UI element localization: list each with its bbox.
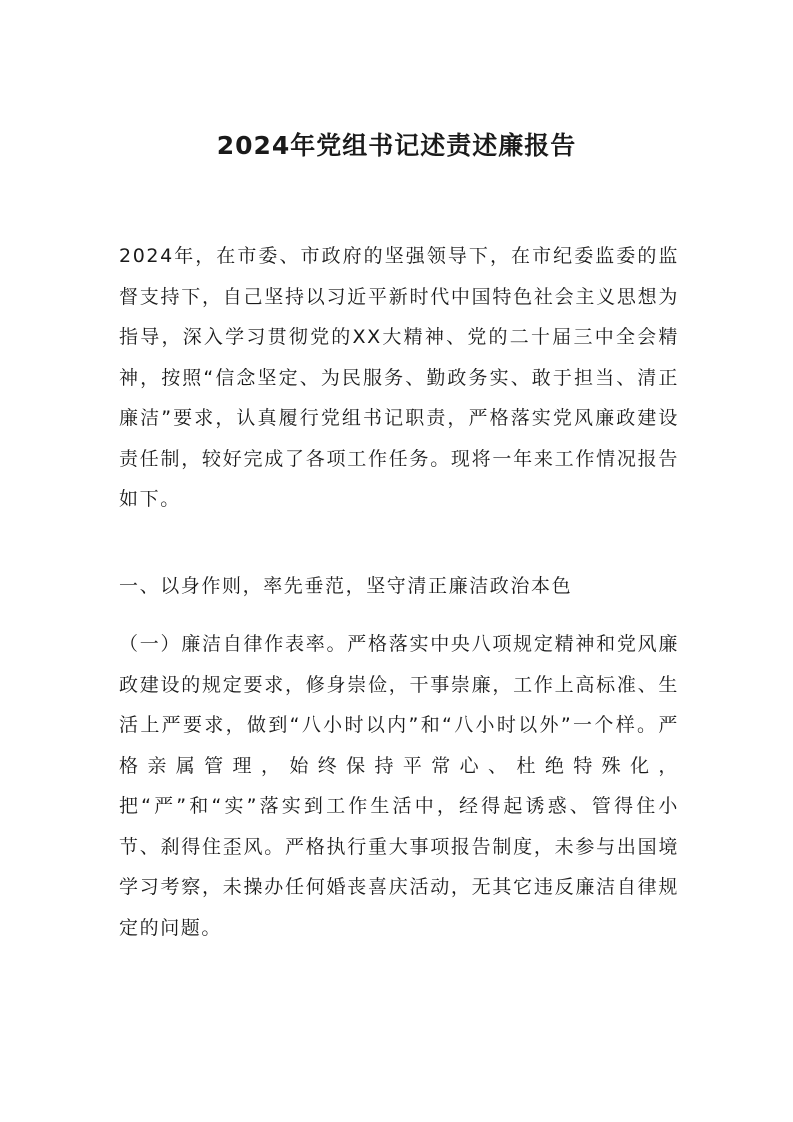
document-title: 2024年党组书记述责述廉报告 — [216, 131, 577, 160]
subsection-paragraph: （一）廉洁自律作表率。严格落实中央八项规定精神和党风廉政建设的规定要求，修身崇俭，干事崇廉，工作上高标准、生活上严要求，做到“八小时以内”和“八小时以外”一个样。严格亲属管理，始终保持平常心、杜绝特殊化，把“严”和“实”落实到工作生活中，经得起诱惑、管得住小节、刹得住歪风。严格执行重大事项报告制度，未参与出国境学习考察，未操办任何婚丧喜庆活动，无其它违反廉洁自律规定的问题。 — [119, 633, 679, 939]
section-heading: 一、以身作则，率先垂范，坚守清正廉洁政治本色 — [119, 575, 573, 597]
intro-paragraph: 2024年，在市委、市政府的坚强领导下，在市纪委监委的监督支持下，自己坚持以习近平新时代中国特色社会主义思想为指导，深入学习贯彻党的XX大精神、党的二十届三中全会精神，按照“信念坚定、为民服务、勤政务实、敢于担当、清正廉洁”要求，认真履行党组书记职责，严格落实党风廉政建设责任制，较好完成了各项工作任务。现将一年来工作情况报告如下。 — [119, 245, 679, 510]
